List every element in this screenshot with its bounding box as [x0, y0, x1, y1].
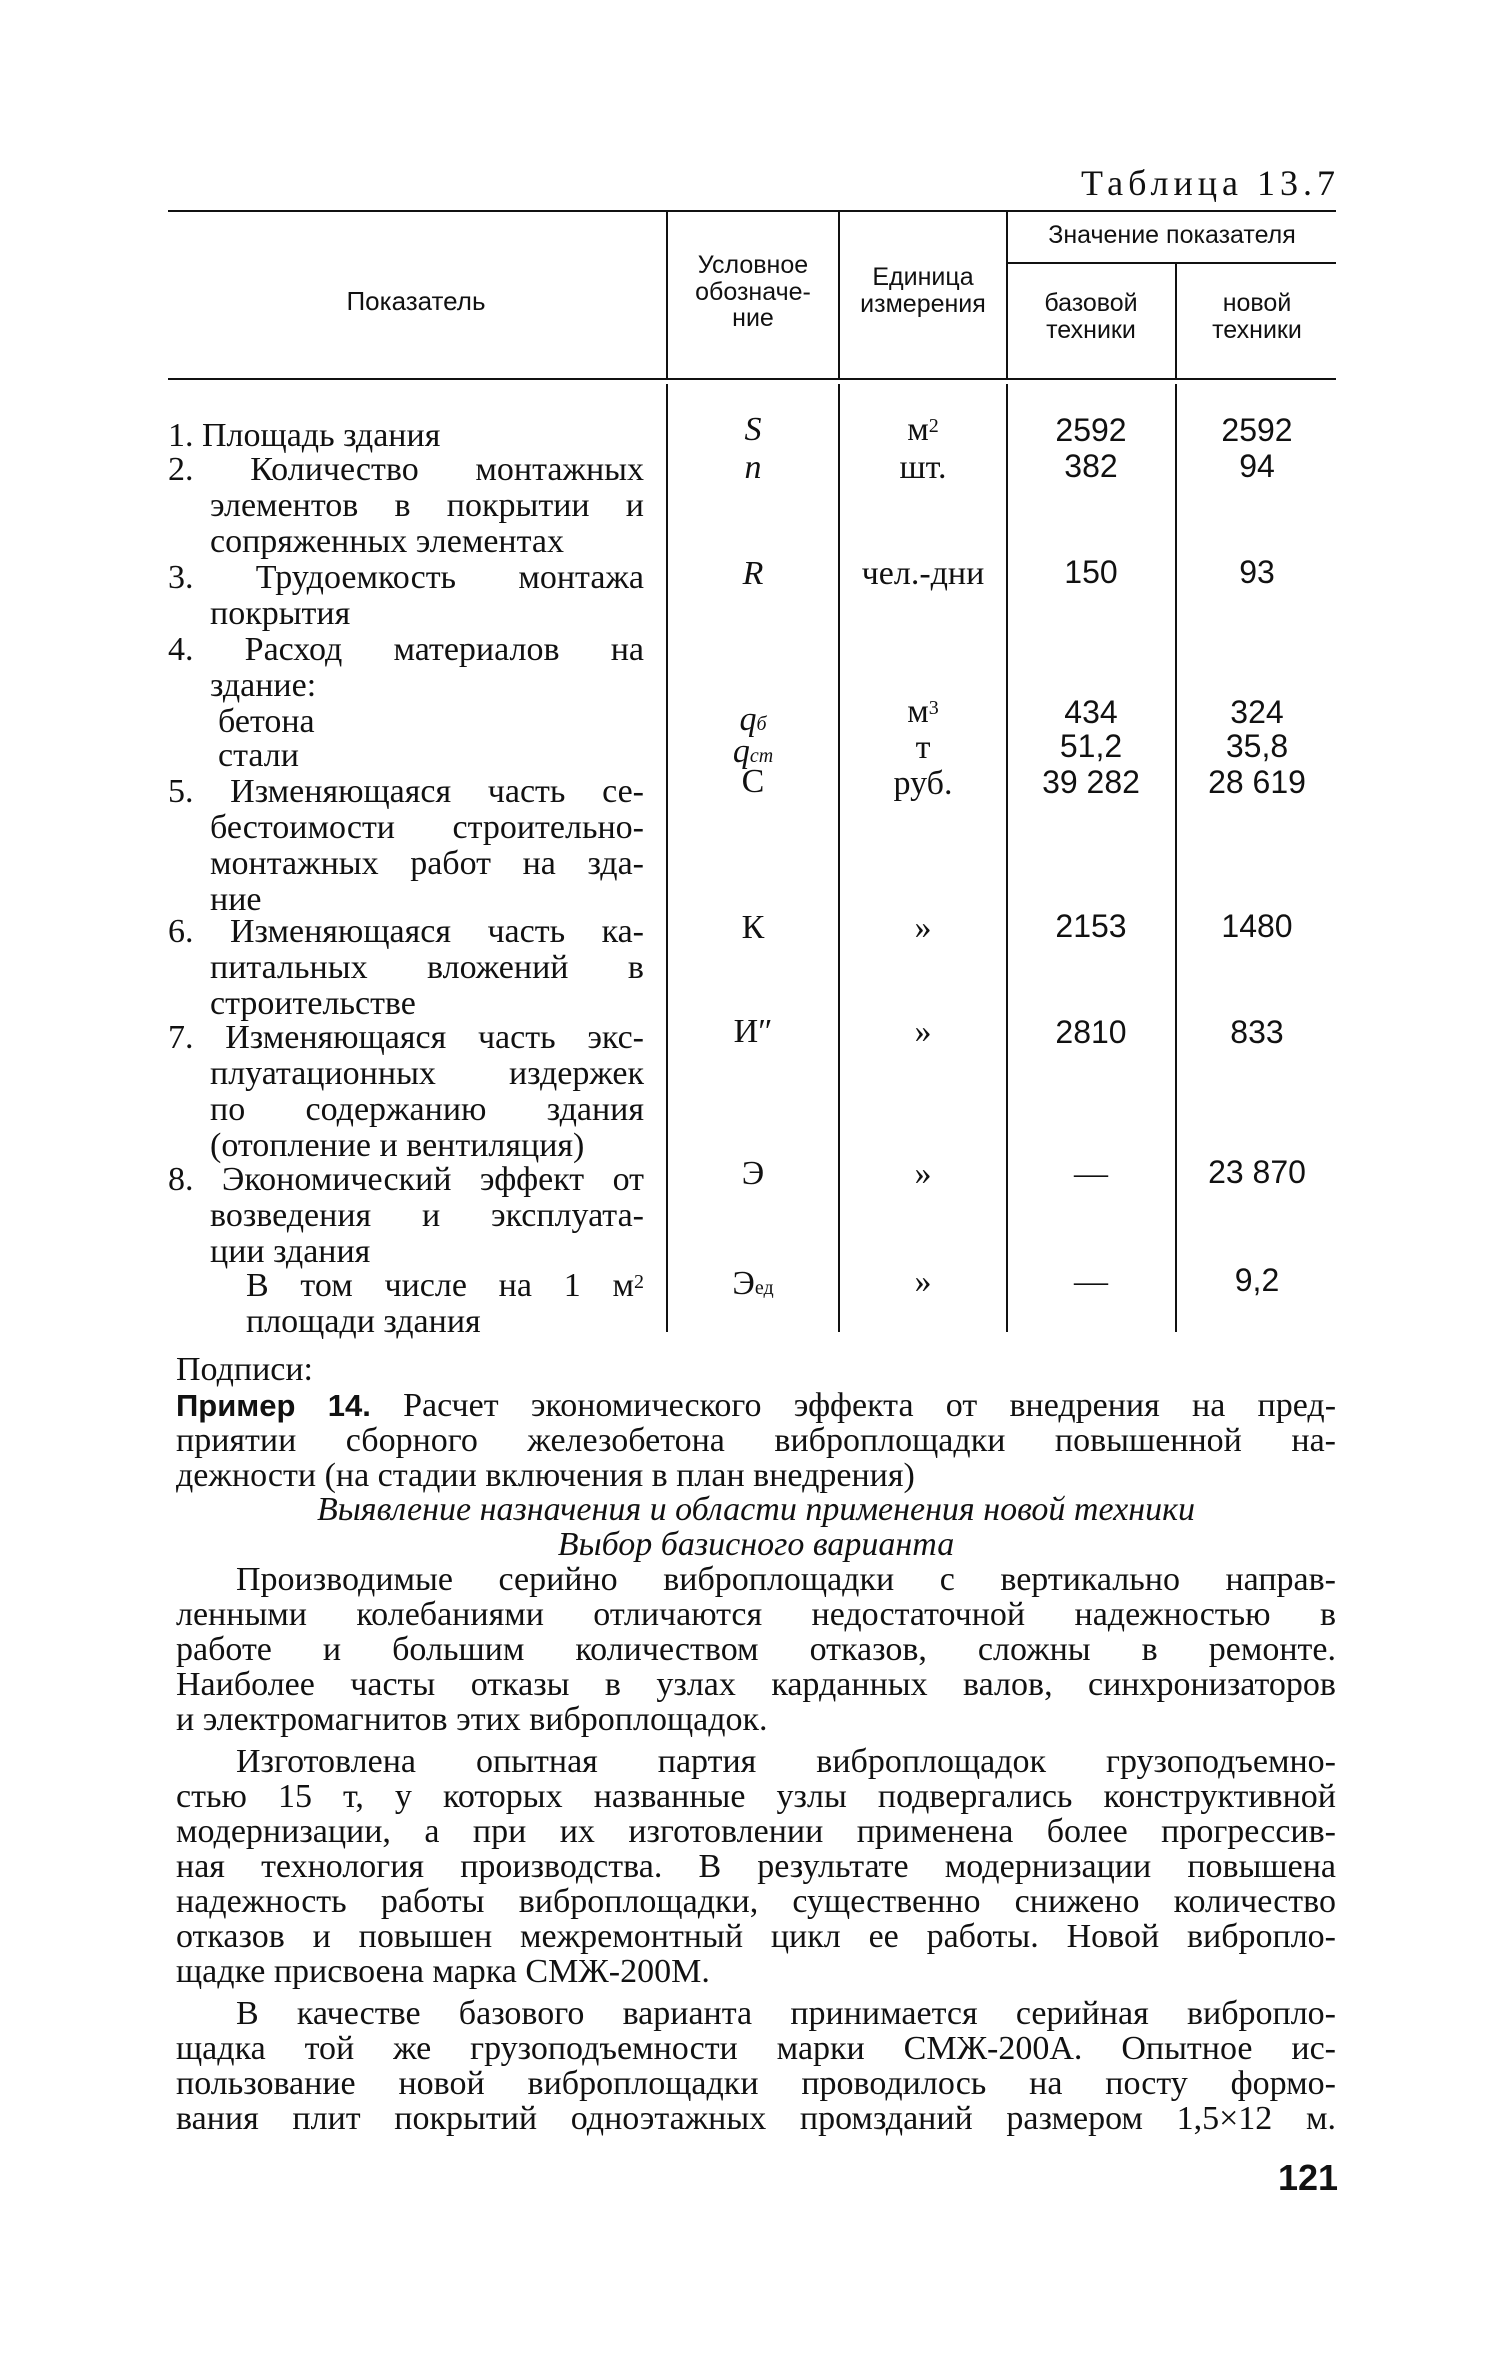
row9-symbol: [668, 1266, 838, 1302]
row4b-base: 51,2: [1059, 728, 1123, 764]
p2-line4: ная технология производства. В результате модернизации повышена: [176, 1848, 1336, 1885]
row3-new: 93: [1239, 554, 1275, 590]
row5-label-line1: 5. Изменяющаяся часть се-: [168, 773, 644, 810]
example-paragraph: [176, 1388, 1336, 1493]
row4b-symbol-sub: ст: [749, 745, 774, 767]
row9-base: —: [1074, 1263, 1108, 1300]
row7-base: 2810: [1055, 1014, 1127, 1050]
header-value-group: Значение показателя: [1048, 221, 1296, 249]
row4a-label: бетона: [218, 703, 315, 740]
row8-symbol: Э: [741, 1155, 765, 1192]
row9-label-line1-sup: 2: [634, 1271, 644, 1293]
p3-line1: В качестве базового варианта принимается серийная вибропло-: [236, 1995, 1336, 2032]
header-symbol: [668, 252, 838, 332]
row8-label-line3: ции здания: [210, 1233, 371, 1270]
header-symbol-line2: обозначе-: [695, 277, 811, 306]
header-base: [1008, 290, 1174, 343]
row2-label-line1: 2. Количество монтажных: [168, 451, 644, 488]
row7-new: 833: [1230, 1014, 1284, 1050]
row4a-symbol-text: q: [739, 701, 757, 738]
row7-unit: »: [914, 1013, 932, 1050]
row6-label-line2: питальных вложений в: [210, 949, 644, 986]
row8-base: —: [1074, 1155, 1108, 1192]
p3-line2: щадка той же грузоподъемности марки СМЖ-200А. Опытное ис-: [176, 2030, 1336, 2067]
header-new-line2: техники: [1212, 315, 1302, 344]
row4a-base: 434: [1064, 694, 1118, 730]
row6-label-line3: строительстве: [210, 985, 416, 1022]
row4b-symbol-text: q: [732, 733, 750, 770]
p1-line2: ленными колебаниями отличаются недостаточной надежностью в: [176, 1596, 1336, 1633]
row1-base: 2592: [1055, 412, 1127, 448]
row9-new: 9,2: [1234, 1262, 1280, 1298]
row5-label-line2: бестоимости строительно-: [210, 809, 644, 846]
row3-base: 150: [1064, 554, 1118, 590]
row4a-unit: [840, 694, 1006, 730]
row4a-symbol-sub: б: [756, 713, 767, 735]
p3-line3: пользование новой виброплощадки проводилось на посту формо-: [176, 2065, 1336, 2102]
header-base-line2: техники: [1046, 315, 1136, 344]
example-line2: приятии сборного железобетона виброплощадки повышенной на-: [176, 1422, 1336, 1459]
p1-line5: и электромагнитов этих виброплощадок.: [176, 1701, 768, 1738]
row9-label-line1-text: В том числе на 1 м: [246, 1267, 634, 1304]
row4a-unit-sup: 3: [928, 697, 939, 719]
row2-label-line2: элементов в покрытии и: [210, 487, 644, 524]
row1-symbol: S: [744, 411, 762, 448]
p1-line1: Производимые серийно виброплощадки с вертикально направ-: [236, 1561, 1336, 1598]
row2-symbol: n: [744, 449, 762, 486]
heading-purpose: Выявление назначения и области применения новой техники: [317, 1491, 1195, 1528]
table-top-rule: [168, 210, 1336, 212]
value-group-rule: [1008, 262, 1336, 264]
p2-line1: Изготовлена опытная партия виброплощадок грузоподъемно-: [236, 1743, 1336, 1780]
p2-line7: щадке присвоена марка СМЖ-200М.: [176, 1953, 710, 1990]
row3-label-line1: 3. Трудоемкость монтажа: [168, 559, 644, 596]
row6-label-line1: 6. Изменяющаяся часть ка-: [168, 913, 644, 950]
row4b-unit: т: [915, 729, 931, 766]
row1-unit: [840, 412, 1006, 448]
row5-base: 39 282: [1042, 764, 1140, 800]
p1-line4: Наиболее часты отказы в узлах карданных валов, синхронизаторов: [176, 1666, 1336, 1703]
example-line1: [176, 1388, 1336, 1423]
heading-base-variant: Выбор базисного варианта: [557, 1526, 955, 1563]
row8-label-line2: возведения и эксплуата-: [210, 1197, 644, 1234]
table-caption: Таблица 13.7: [1081, 163, 1340, 203]
header-bottom-rule: [168, 378, 1336, 380]
row6-symbol: К: [741, 909, 765, 946]
row5-new: 28 619: [1208, 764, 1306, 800]
header-unit-line2: измерения: [860, 289, 986, 318]
header-base-line1: базовой: [1044, 289, 1138, 317]
row5-label-line4: ние: [210, 881, 262, 918]
row5-unit: руб.: [893, 765, 953, 802]
captions-label: Подписи:: [176, 1351, 313, 1388]
header-unit-line1: Единица: [872, 263, 974, 291]
example-label: Пример 14.: [176, 1388, 371, 1423]
row4-label-line1: 4. Расход материалов на: [168, 631, 644, 668]
p2-line2: стью 15 т, у которых названные узлы подвергались конструктивной: [176, 1778, 1336, 1815]
row4a-new: 324: [1230, 694, 1284, 730]
row7-label-line1: 7. Изменяющаяся часть экс-: [168, 1019, 644, 1056]
header-symbol-line1: Условное: [697, 251, 809, 279]
row2-base: 382: [1064, 448, 1118, 484]
row4a-symbol: [668, 702, 838, 738]
row9-symbol-sub: ед: [754, 1277, 774, 1299]
row9-symbol-text: Э: [732, 1265, 755, 1302]
row7-label-line3: по содержанию здания: [210, 1091, 644, 1128]
row1-new: 2592: [1221, 412, 1293, 448]
header-unit: [840, 264, 1006, 317]
row1-label: 1. Площадь здания: [168, 417, 441, 454]
row9-label-line2: площади здания: [246, 1303, 481, 1340]
example-line3: дежности (на стадии включения в план внедрения): [176, 1457, 915, 1494]
example-line1-text: Расчет экономического эффекта от внедрения на пред-: [403, 1387, 1337, 1424]
p2-line6: отказов и повышен межремонтный цикл ее работы. Новой вибропло-: [176, 1918, 1336, 1955]
row4b-label: стали: [218, 737, 299, 774]
row3-unit: чел.-дни: [861, 555, 985, 592]
p2-line3: модернизации, а при их изготовлении применена более прогрессив-: [176, 1813, 1336, 1850]
row6-unit: »: [914, 909, 932, 946]
row9-label-line1: [246, 1268, 644, 1304]
row6-base: 2153: [1055, 908, 1127, 944]
header-new: [1177, 290, 1337, 343]
row8-unit: »: [914, 1155, 932, 1192]
p3-line4: вания плит покрытий одноэтажных промзданий размером 1,5×12 м.: [176, 2100, 1336, 2137]
header-indicator: Показатель: [346, 286, 486, 316]
row8-label-line1: 8. Экономический эффект от: [168, 1161, 644, 1198]
row7-label-line2: плуатационных издержек: [210, 1055, 644, 1092]
row8-new: 23 870: [1208, 1154, 1306, 1190]
row4b-new: 35,8: [1225, 728, 1289, 764]
row6-new: 1480: [1221, 908, 1293, 944]
page-number: 121: [1278, 2157, 1339, 2198]
paragraph-3: [176, 1996, 1336, 2136]
p2-line5: надежность работы виброплощадки, существенно снижено количество: [176, 1883, 1336, 1920]
row7-symbol: И″: [733, 1013, 773, 1050]
header-symbol-line3: ние: [732, 304, 774, 332]
row3-label-line2: покрытия: [210, 595, 351, 632]
row4-label-line2: здание:: [210, 667, 317, 704]
row9-unit: »: [914, 1263, 932, 1300]
row7-label-line4: (отопление и вентиляция): [210, 1127, 585, 1164]
paragraph-1: [176, 1562, 1336, 1737]
row2-unit: шт.: [899, 449, 947, 486]
row5-symbol: С: [741, 763, 765, 800]
row2-label-line3: сопряженных элементах: [210, 523, 564, 560]
row1-unit-sup: 2: [928, 415, 939, 437]
row3-symbol: R: [742, 555, 764, 592]
p1-line3: работе и большим количеством отказов, сложны в ремонте.: [176, 1631, 1336, 1668]
row5-label-line3: монтажных работ на зда-: [210, 845, 644, 882]
paragraph-2: [176, 1744, 1336, 1989]
row1-unit-text: м: [907, 411, 929, 448]
header-new-line1: новой: [1222, 289, 1292, 317]
row2-new: 94: [1239, 448, 1275, 484]
row4a-unit-text: м: [907, 693, 929, 730]
